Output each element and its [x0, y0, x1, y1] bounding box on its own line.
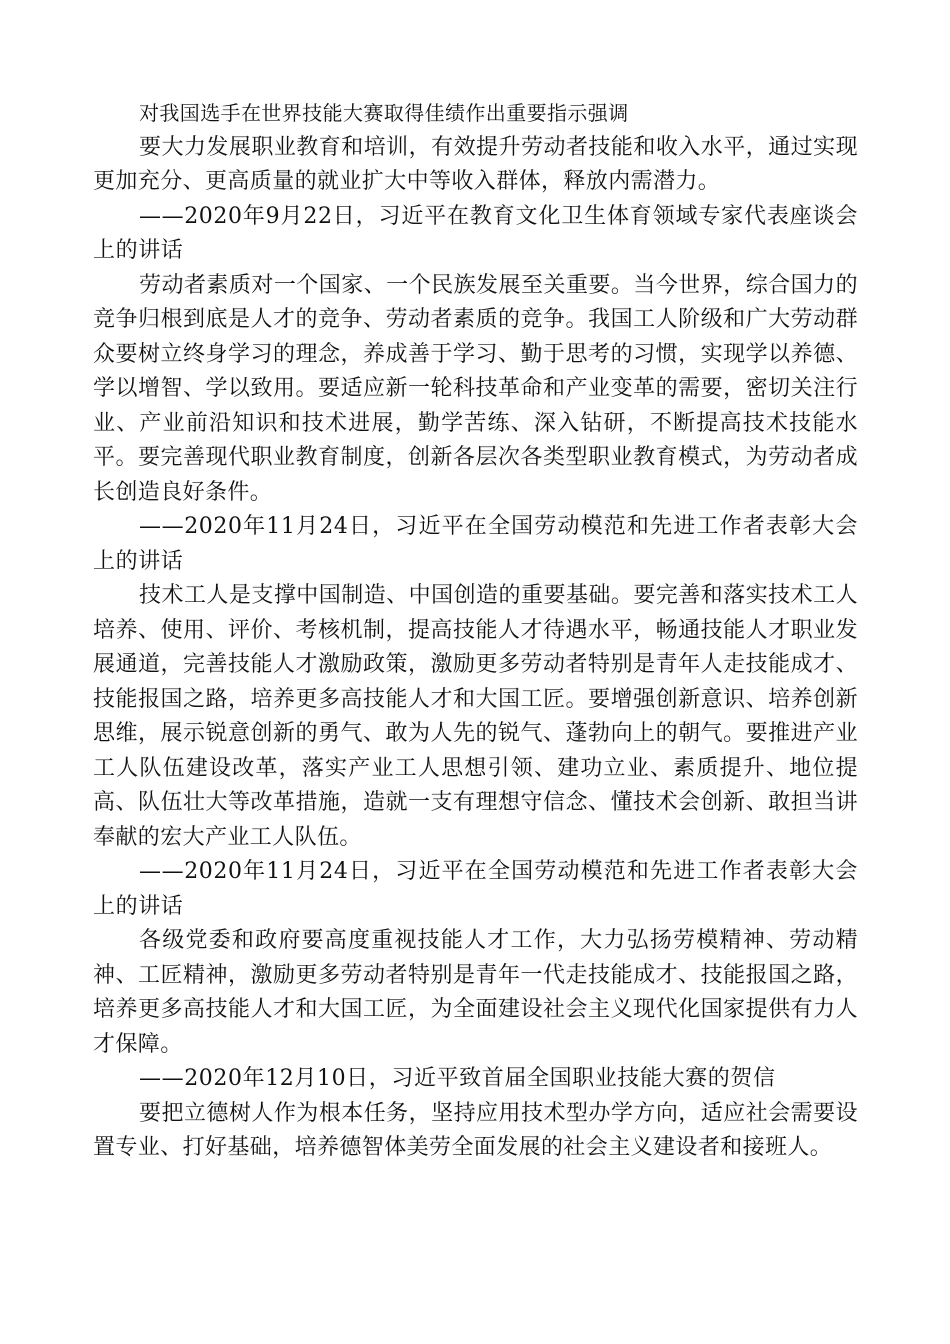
source-attribution: ——2020年11月24日，习近平在全国劳动模范和先进工作者表彰大会上的讲话: [93, 514, 858, 574]
source-attribution: ——2020年9月22日，习近平在教育文化卫生体育领域专家代表座谈会上的讲话: [93, 203, 858, 263]
document-heading: 对我国选手在世界技能大赛取得佳绩作出重要指示强调: [139, 101, 629, 125]
quote-paragraph: 技术工人是支撑中国制造、中国创造的重要基础。要完善和落实技术工人培养、使用、评价、考核机制，提高技能人才待遇水平，畅通技能人才职业发展通道，完善技能人才激励政策，激励更多劳动者特别是青年人走技能成才、技能报国之路，培养更多高技能人才和大国工匠。要增强创新意识、培养创新思维，展示锐意创新的勇气、敢为人先的锐气、蓬勃向上的朝气。要推进产业工人队伍建设改革，落实产业工人思想引领、建功立业、素质提升、地位提高、队伍壮大等改革措施，造就一支有理想守信念、懂技术会创新、敢担当讲奉献的宏大产业工人队伍。: [93, 583, 858, 850]
quote-paragraph: 要大力发展职业教育和培训，有效提升劳动者技能和收入水平，通过实现更加充分、更高质量的就业扩大中等收入群体，释放内需潜力。: [93, 134, 858, 194]
quote-paragraph: 劳动者素质对一个国家、一个民族发展至关重要。当今世界，综合国力的竞争归根到底是人才的竞争、劳动者素质的竞争。我国工人阶级和广大劳动群众要树立终身学习的理念，养成善于学习、勤于思考的习惯，实现学以养德、学以增智、学以致用。要适应新一轮科技革命和产业变革的需要，密切关注行业、产业前沿知识和技术进展，勤学苦练、深入钻研，不断提高技术技能水平。要完善现代职业教育制度，创新各层次各类型职业教育模式，为劳动者成长创造良好条件。: [93, 272, 858, 505]
document-page: [93, 96, 858, 1166]
source-attribution: ——2020年11月24日，习近平在全国劳动模范和先进工作者表彰大会上的讲话: [93, 859, 858, 919]
quote-paragraph: 要把立德树人作为根本任务，坚持应用技术型办学方向，适应社会需要设置专业、打好基础，培养德智体美劳全面发展的社会主义建设者和接班人。: [93, 1100, 858, 1160]
source-attribution: ——2020年12月10日，习近平致首届全国职业技能大赛的贺信: [139, 1066, 776, 1091]
quote-paragraph: 各级党委和政府要高度重视技能人才工作，大力弘扬劳模精神、劳动精神、工匠精神，激励更多劳动者特别是青年一代走技能成才、技能报国之路，培养更多高技能人才和大国工匠，为全面建设社会主义现代化国家提供有力人才保障。: [93, 928, 858, 1057]
